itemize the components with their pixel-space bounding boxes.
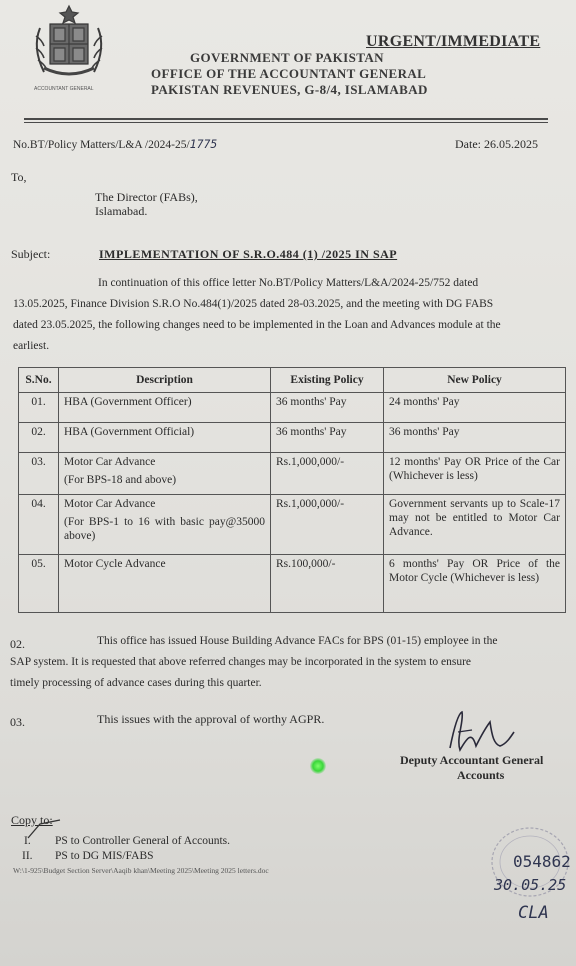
policy-table [18,367,566,613]
column-header: Existing Policy [271,368,384,393]
row-description: HBA (Government Official) [59,423,271,453]
handwritten-date: 30.05.25 [494,876,567,894]
paragraph-2-number: 02. [10,637,25,651]
copy-to-label: Copy to: [11,813,53,827]
table-row [19,393,566,423]
row-sno: 05. [19,555,59,613]
header-rule-thin [24,122,548,123]
row-description: HBA (Government Officer) [59,393,271,423]
row-new-policy: 24 months' Pay [384,393,566,423]
row-existing-policy: 36 months' Pay [271,393,384,423]
emblem-caption: ACCOUNTANT GENERAL [34,86,94,92]
urgency-label: URGENT/IMMEDIATE [366,33,541,50]
org-line-2: OFFICE OF THE ACCOUNTANT GENERAL [151,66,427,81]
org-line-1: GOVERNMENT OF PAKISTAN [190,50,384,65]
addressee-line-2: Islamabad. [95,204,148,218]
subject-label: Subject: [11,247,51,261]
subject-title: IMPLEMENTATION OF S.R.O.484 (1) /2025 IN SAP [99,247,398,261]
table-header-row [19,368,566,393]
row-sno: 01. [19,393,59,423]
row-sno: 04. [19,495,59,555]
signatory-title: Deputy Accountant General [400,753,544,767]
row-description-cell [59,495,271,555]
paragraph-2-line: This office has issued House Building Advance FACs for BPS (01-15) employee in the [97,635,498,647]
column-header: Description [59,368,271,393]
paragraph-2-line: timely processing of advance cases during this quarter. [10,677,262,689]
row-sno: 03. [19,453,59,495]
green-light-dot [310,758,326,774]
paragraph-1-line: In continuation of this office letter No.BT/Policy Matters/L&A/2024-25/752 dated [98,277,479,289]
paragraph-1-line: 13.05.2025, Finance Division S.R.O No.484(1)/2025 dated 28-03.2025, and the meeting with DG FABS [13,298,494,310]
row-new-policy: Government servants up to Scale-17 may not be entitled to Motor Car Advance. [384,495,566,555]
copy-2-number: II. [22,850,33,862]
table-row [19,555,566,613]
row-description: Motor Car Advance [64,456,156,468]
paragraph-2 [10,631,576,694]
row-existing-policy: Rs.100,000/- [271,555,384,613]
file-path: W:\1-925\Budget Section Server\Aaqib khan\Meeting 2025\Meeting 2025 letters.doc [13,866,269,875]
handwritten-initials: CLA [518,903,549,923]
copy-1-text: PS to Controller General of Accounts. [55,835,231,847]
copy-1-number: I. [24,835,31,847]
row-description-sub: (For BPS-18 and above) [64,474,177,486]
signatory-subtitle: Accounts [457,768,505,782]
table-row [19,495,566,555]
table-row [19,453,566,495]
column-header: New Policy [384,368,566,393]
paragraph-1-line: dated 23.05.2025, the following changes need to be implemented in the Loan and Advances module at the [13,319,501,331]
copy-2-text: PS to DG MIS/FABS [55,850,154,862]
row-description: Motor Car Advance [64,498,156,510]
reference-handwritten-number: 1775 [189,137,218,151]
row-description: Motor Cycle Advance [59,555,271,613]
org-line-3: PAKISTAN REVENUES, G-8/4, ISLAMABAD [151,82,428,97]
paragraph-3: This issues with the approval of worthy AGPR. [97,712,325,726]
paragraph-2-line: SAP system. It is requested that above referred changes may be incorporated in the system to ensure [10,656,472,668]
row-existing-policy: 36 months' Pay [271,423,384,453]
row-description-sub: (For BPS-1 to 16 with basic pay@35000 above) [64,516,265,542]
state-emblem-logo [26,2,112,92]
row-new-policy: 36 months' Pay [384,423,566,453]
table-row [19,423,566,453]
row-existing-policy: Rs.1,000,000/- [271,495,384,555]
row-sno: 02. [19,423,59,453]
row-new-policy: 6 months' Pay OR Price of the Motor Cycle (Whichever is less) [384,555,566,613]
paragraph-3-number: 03. [10,715,25,729]
to-label: To, [11,170,27,184]
letter-date: Date: 26.05.2025 [455,137,538,151]
handwritten-diary-number: 054862 [513,852,571,871]
row-existing-policy: Rs.1,000,000/- [271,453,384,495]
addressee-line-1: The Director (FABs), [95,190,198,204]
row-description-cell [59,453,271,495]
column-header: S.No. [19,368,59,393]
paragraph-1-line: earliest. [13,340,50,352]
header-rule [24,118,548,120]
signature [440,708,520,758]
reference-number: No.BT/Policy Matters/L&A /2024-25/1775 [13,137,218,151]
paragraph-1 [13,273,568,357]
row-new-policy: 12 months' Pay OR Price of the Car (Whichever is less) [384,453,566,495]
